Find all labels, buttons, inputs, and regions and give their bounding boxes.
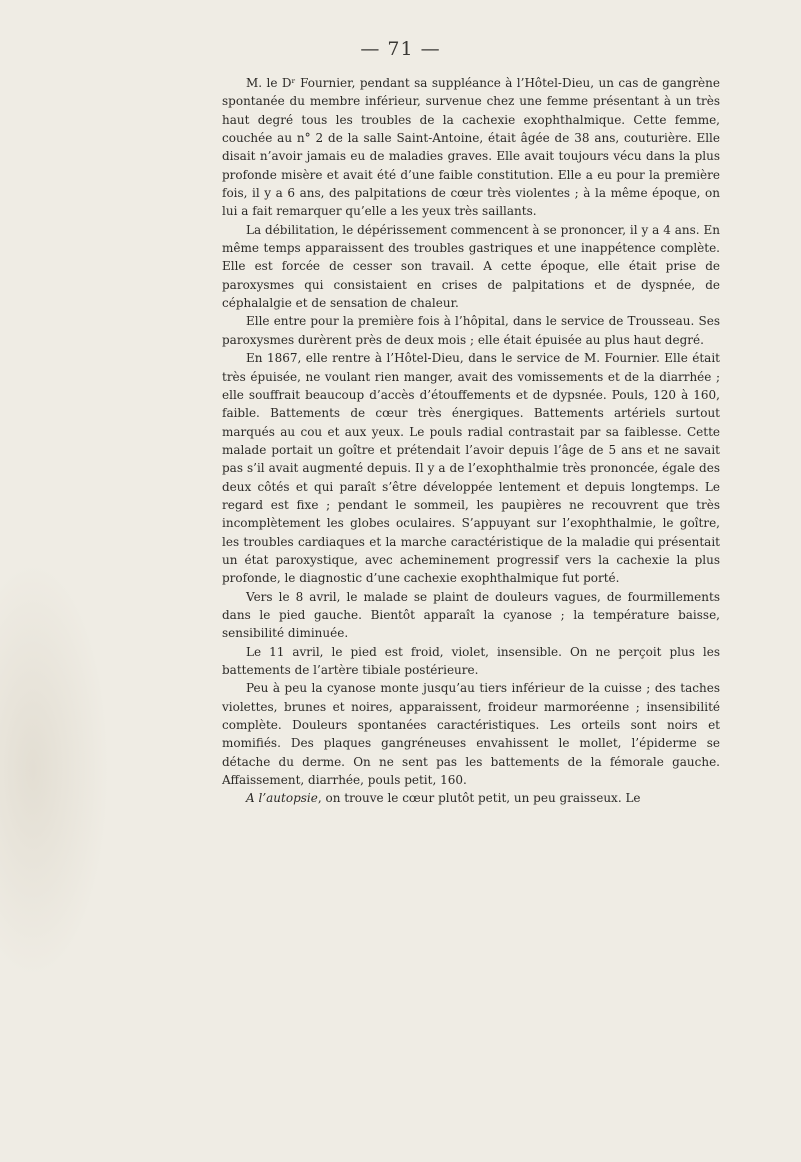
paragraph-8 bbox=[222, 789, 720, 807]
paragraph-4: En 1867, elle rentre à l’Hôtel-Dieu, dans le service de M. Fournier. Elle était très épuisée, ne voulant rien manger, avait des vomissements et de la diarrhée ; elle souffrait beaucoup d’accès d’étouffements et de dypsnée. Pouls, 120 à 160, faible. Battements de cœur très énergiques. Battements artériels surtout marqués au cou et aux yeux. Le pouls radial contrastait par sa faiblesse. Cette malade portait un goître et prétendait l’avoir depuis l’âge de 5 ans et ne savait pas s’il avait augmenté depuis. Il y a de l’exophthalmie très prononcée, égale des deux côtés et qui paraît s’être développée lentement et depuis longtemps. Le regard est fixe ; pendant le sommeil, les paupières ne recouvrent que très incomplètement les globes oculaires. S’appuyant sur l’exophthalmie, le goître, les troubles cardiaques et la marche caractéristique de la maladie qui présentait un état paroxystique, avec acheminement progressif vers la cachexie la plus profonde, le diagnostic d’une cachexie exophthalmique fut porté. bbox=[222, 351, 720, 586]
body-text bbox=[222, 74, 720, 808]
autopsy-heading: A l’autopsie bbox=[246, 791, 318, 806]
paragraph-1: M. le Dʳ Fournier, pendant sa suppléance à l’Hôtel-Dieu, un cas de gangrène spontanée du membre inférieur, survenue chez une femme présentant à un très haut degré tous les troubles de la cachexie exophthalmique. Cette femme, couchée au n° 2 de la salle Saint-Antoine, était âgée de 38 ans, couturière. Elle disait n’avoir jamais eu de maladies graves. Elle avait toujours vécu dans la plus profonde misère et avait été d’une faible constitution. Elle a eu pour la première fois, il y a 6 ans, des palpitations de cœur très violentes ; à la même époque, on lui a fait remarquer qu’elle a les yeux très saillants. bbox=[222, 76, 720, 219]
paragraph-8-text: , on trouve le cœur plutôt petit, un peu graisseux. Le bbox=[317, 791, 641, 806]
paragraph-3: Elle entre pour la première fois à l’hôpital, dans le service de Trousseau. Ses paroxysmes durèrent près de deux mois ; elle était épuisée au plus haut degré. bbox=[222, 314, 720, 347]
paragraph-2: La débilitation, le dépérissement commencent à se prononcer, il y a 4 ans. En même temps apparaissent des troubles gastriques et une inappétence complète. Elle est forcée de cesser son travail. A cette époque, elle était prise de paroxysmes qui consistaient en crises de palpitations et de dyspnée, de céphalalgie et de sensation de chaleur. bbox=[222, 222, 720, 311]
paper-stain bbox=[0, 560, 110, 980]
page-number: — 71 — bbox=[360, 38, 441, 60]
paragraph-5: Vers le 8 avril, le malade se plaint de douleurs vagues, de fourmillements dans le pied gauche. Bientôt apparaît la cyanose ; la température baisse, sensibilité diminuée. bbox=[222, 589, 720, 641]
paragraph-7: Peu à peu la cyanose monte jusqu’au tiers inférieur de la cuisse ; des taches violettes, brunes et noires, apparaissent, froideur marmoréenne ; insensibilité complète. Douleurs spontanées caractéristiques. Les orteils sont noirs et momifiés. Des plaques gangréneuses envahissent le mollet, l’épiderme se détache du derme. On ne sent pas les battements de la fémorale gauche. Affaissement, diarrhée, pouls petit, 160. bbox=[222, 681, 720, 788]
paragraph-6: Le 11 avril, le pied est froid, violet, insensible. On ne perçoit plus les battements de l’artère tibiale postérieure. bbox=[222, 644, 720, 677]
